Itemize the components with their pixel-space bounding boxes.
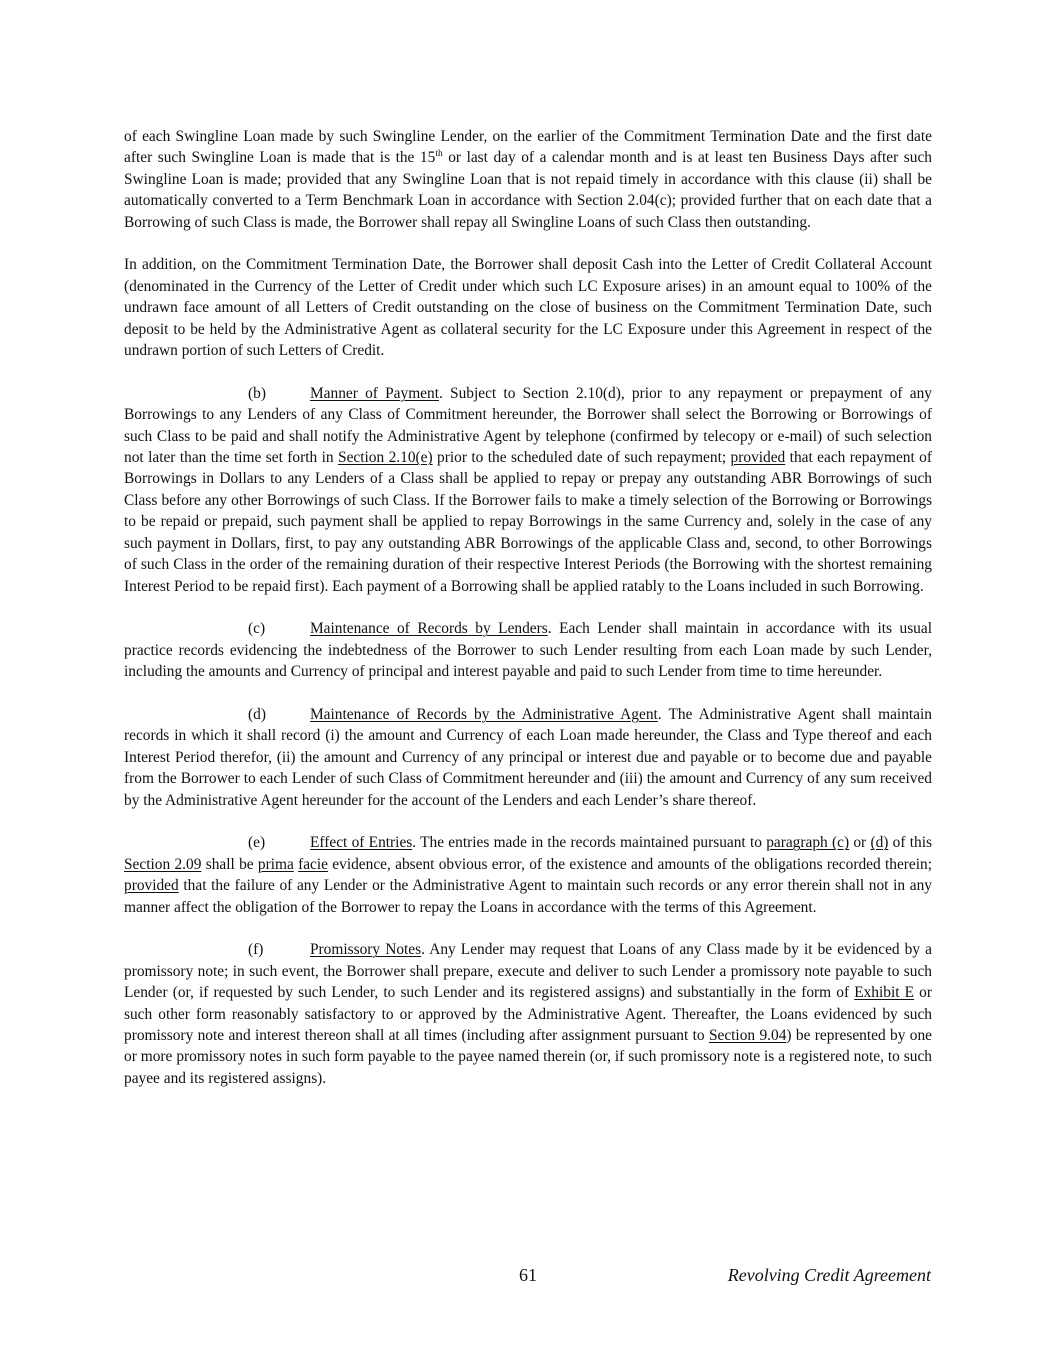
clause-label: (f): [248, 941, 264, 959]
clause-text: . Each Lender shall maintain in accordance with its usual practice records evidencing the indebtedness of the Borrower to such Lender resulting from each Loan made by such Lender, including the amounts and Currency of principal and interest payable and paid to such Lender from time to time hereunder.: [124, 620, 932, 681]
clause-text: . Subject to Section 2.10(d), prior to any repayment or prepayment of any Borrowings to any Lenders of any Class of Commitment hereunder, the Borrower shall select the Borrowing or Borrowings of such Class to be paid and shall notify the Administrative Agent by telephone (confirmed by telecopy or e-mail) of such selection not later than the time set forth in: [124, 384, 932, 467]
page-footer: [0, 1265, 1055, 1289]
clause-text: evidence, absent obvious error, of the existence and amounts of the obligations recorded therein;: [328, 855, 932, 873]
clause-label: (b): [248, 384, 266, 402]
cross-reference: Section 2.10(e): [338, 449, 433, 467]
clause-text: . The Administrative Agent shall maintain records in which it shall record (i) the amount and Currency of each Loan made hereunder, the Class and Type thereof and each Interest Period therefor, (ii) the amount and Currency of any principal or interest due and payable or to become due and payable from the Borrower to each Lender of such Class of Commitment hereunder and (iii) the amount and Currency of any sum received by the Administrative Agent hereunder for the account of the Lenders and each Lender’s share thereof.: [124, 705, 932, 809]
paragraph-lc-collateral: [124, 254, 932, 361]
clause-text: of this: [888, 834, 932, 852]
clause-label: (e): [248, 834, 266, 852]
cross-reference: Section 9.04: [708, 1026, 787, 1044]
paragraph-text: In addition, on the Commitment Termination Date, the Borrower shall deposit Cash into the Letter of Credit Collateral Account (denominated in the Currency of the Letter of Credit under which such LC Exposure arises) in an amount equal to 100% of the undrawn face amount of all Letters of Credit outstanding on the close of business on the Commitment Termination Date, such deposit to be held by the Administrative Agent as collateral security for the LC Exposure under this Agreement in respect of the undrawn portion of such Letters of Credit.: [124, 256, 932, 360]
cross-reference: (d): [870, 834, 889, 852]
paragraph-swingline-repayment: [124, 126, 932, 233]
clause-text: or: [849, 834, 871, 852]
clause-text: that the failure of any Lender or the Administrative Agent to maintain such records or any error therein shall not in any manner affect the obligation of the Borrower to repay the Loans in accordance with the terms of this Agreement.: [124, 877, 932, 916]
latin-term: facie: [298, 855, 328, 873]
proviso-term: provided: [124, 877, 179, 895]
clause-text: ) be represented by one or more promissory notes in such form payable to the payee named therein (or, if such promissory note is a registered note, to such payee and its registered assigns).: [124, 1026, 932, 1087]
clause-text: prior to the scheduled date of such repayment;: [432, 449, 731, 467]
paragraph-text: of each Swingline Loan made by such Swingline Lender, on the earlier of the Commitment Termination Date and the first date after such Swingline Loan is made that is the 15: [124, 128, 932, 167]
clause-heading: Promissory Notes: [310, 941, 422, 959]
paragraph-text: or last day of a calendar month and is at least ten Business Days after such Swingline Loan is made; provided that any Swingline Loan that is not repaid timely in accordance with this clause (ii) shall be automatically converted to a Term Benchmark Loan in accordance with Section 2.04(c); provided further that on each date that a Borrowing of such Class is made, the Borrower shall repay all Swingline Loans of such Class then outstanding.: [124, 149, 932, 231]
clause-heading: Maintenance of Records by the Administrative Agent: [310, 705, 658, 723]
clause-heading: Effect of Entries: [310, 834, 413, 852]
clause-text: . The entries made in the records maintained pursuant to: [412, 834, 767, 852]
clause-text: that each repayment of Borrowings in Dollars to any Lenders of a Class shall be applied to repay or prepay any outstanding ABR Borrowings of such Class before any other Borrowings of such Class. If the Borrower fails to make a timely selection of the Borrowing or Borrowings to be repaid or prepaid, such payment shall be applied to repay Borrowings in the same Currency and, solely in the case of any such payment in Dollars, first, to pay any outstanding ABR Borrowings of the applicable Class and, second, to other Borrowings of such Class in the order of the remaining duration of their respective Interest Periods (the Borrowing with the shortest remaining Interest Period to be repaid first). Each payment of a Borrowing shall be applied ratably to the Loans included in such Borrowing.: [124, 449, 932, 595]
proviso-term: provided: [730, 449, 786, 467]
latin-term: prima: [257, 855, 294, 873]
cross-reference: Exhibit E: [854, 984, 915, 1002]
section-d-records-by-agent: [124, 704, 932, 811]
cross-reference: paragraph (c): [766, 834, 850, 852]
clause-heading: Manner of Payment: [310, 384, 439, 402]
clause-text: or such other form reasonably satisfactory to or approved by the Administrative Agent. Thereafter, the Loans evidenced by such promissory note and interest thereon shall at all times (including after assignment pursuant to: [124, 984, 932, 1044]
section-e-effect-of-entries: [124, 832, 932, 918]
clause-text: . Any Lender may request that Loans of any Class made by it be evidenced by a promissory note; in such event, the Borrower shall prepare, execute and deliver to such Lender a promissory note payable to such Lender (or, if requested by such Lender, to such Lender and its registered assigns) and substantially in the form of: [124, 941, 932, 1002]
document-page: [124, 126, 932, 1111]
clause-label: (c): [248, 620, 266, 638]
document-title: Revolving Credit Agreement: [727, 1265, 931, 1285]
page-number: 61: [519, 1265, 537, 1285]
section-c-records-by-lenders: [124, 618, 932, 682]
ordinal-superscript: th: [435, 149, 443, 160]
clause-text: shall be: [201, 855, 258, 873]
clause-label: (d): [248, 705, 266, 723]
section-b-manner-of-payment: [124, 383, 932, 597]
section-f-promissory-notes: [124, 939, 932, 1089]
cross-reference: Section 2.09: [124, 855, 202, 873]
clause-heading: Maintenance of Records by Lenders: [310, 620, 548, 638]
